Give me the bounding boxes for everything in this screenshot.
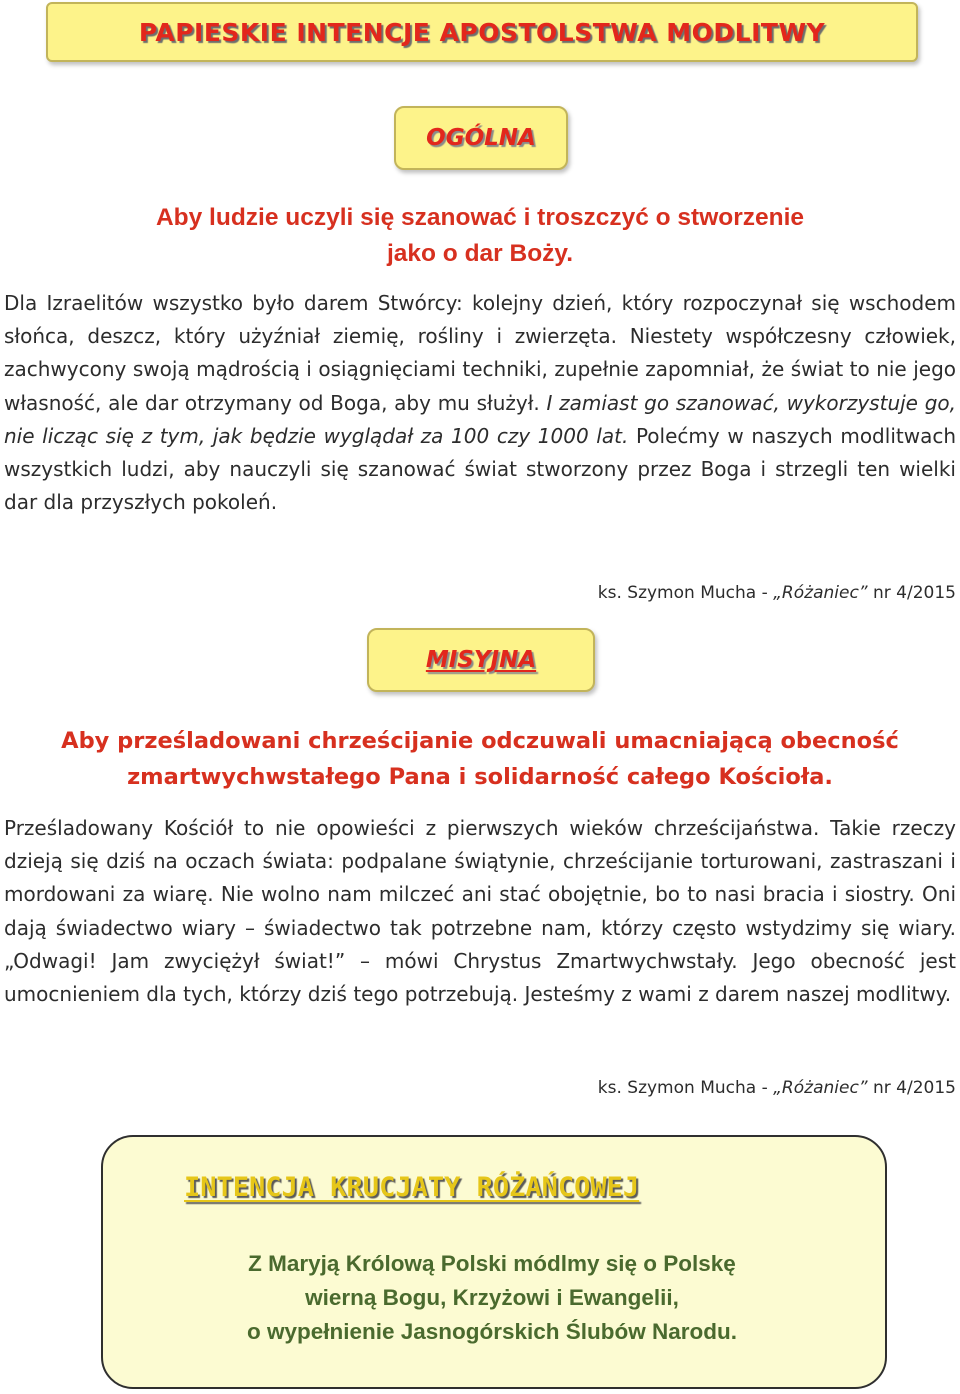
general-intention-line-2: jako o dar Boży. [386, 240, 574, 267]
general-commentary-part-3: Polećmy w naszych modlitwach wszystkich ludzi, aby nauczyli się szanować świat stworzony przez Boga i strzegli ten wielki dar dla przyszłych pokoleń. [4, 423, 956, 515]
mission-signature-issue: nr 4/2015 [867, 1078, 956, 1098]
mission-signature [256, 1078, 956, 1098]
mission-commentary-text: Prześladowany Kościół to nie opowieści z pierwszych wieków chrześcijaństwa. Takie rzeczy dzieją się dziś na oczach świata: podpalane świątynie, chrześcijanie torturowani, zastraszani i mordowani za wiarę. Nie wolno nam milczeć ani stać obojętnie, bo to nasi bracia i siostry. Oni dają świadectwo wiary – świadectwo tak potrzebne nam, którzy często wstydzimy się wiary. „Odwagi! Jam zwyciężył świat!” – mówi Chrystus Zmartwychwstały. Jego obecność jest umocnieniem dla tych, którzy dziś tego potrzebują. Jesteśmy z wami z darem naszej modlitwy. [4, 816, 956, 1007]
general-signature-issue: nr 4/2015 [867, 583, 956, 603]
section-label-mission [367, 628, 595, 692]
rosary-crusade-title: INTENCJA KRUCJATY RÓŻAŃCOWEJ [184, 1172, 640, 1203]
mission-intention-headline [0, 723, 960, 795]
page-title: PAPIESKIE INTENCJE APOSTOLSTWA MODLITWY [138, 17, 826, 47]
mission-intention-line-2: zmartwychwstałego Pana i solidarność całego Kościoła. [127, 764, 833, 790]
general-intention-line-1: Aby ludzie uczyli się szanować i troszczyć o stworzenie [155, 204, 805, 231]
section-label-general-text: OGÓLNA [426, 125, 536, 151]
mission-signature-source: „Różaniec” [773, 1078, 868, 1098]
mission-commentary [4, 812, 956, 1011]
mission-signature-author: ks. Szymon Mucha - [597, 1078, 774, 1098]
section-label-general [394, 106, 568, 170]
page-title-banner [46, 2, 918, 62]
rosary-crusade-intention [101, 1247, 883, 1349]
general-commentary-part-2: I zamiast go szanować, wykorzystuje go, nie licząc się z tym, jak będzie wyglądał za 100 czy 1000 lat. [4, 390, 957, 448]
rosary-crusade-line-2: wierną Bogu, Krzyżowi i Ewangelii, [305, 1285, 679, 1310]
general-signature [256, 583, 956, 603]
rosary-crusade-line-3: o wypełnienie Jasnogórskich Ślubów Narodu. [246, 1319, 738, 1344]
general-signature-author: ks. Szymon Mucha - [597, 583, 774, 603]
section-label-mission-text: MISYJNA [425, 647, 537, 673]
general-intention-headline [0, 200, 960, 272]
general-commentary [4, 287, 956, 519]
general-commentary-part-1: Dla Izraelitów wszystko było darem Stwórcy: kolejny dzień, który rozpoczynał się wschodem słońca, deszcz, który użyźniał ziemię, rośliny i zwierzęta. Niestety współczesny człowiek, zachwycony swoją mądrością i osiągnięciami techniki, zupełnie zapomniał, że świat to nie jego własność, ale dar otrzymany od Boga, aby mu służył. [4, 291, 956, 415]
mission-intention-line-1: Aby prześladowani chrześcijanie odczuwali umacniającą obecność [61, 728, 899, 754]
rosary-crusade-line-1: Z Maryją Królową Polski módlmy się o Polskę [248, 1251, 736, 1276]
general-signature-source: „Różaniec” [773, 583, 868, 603]
